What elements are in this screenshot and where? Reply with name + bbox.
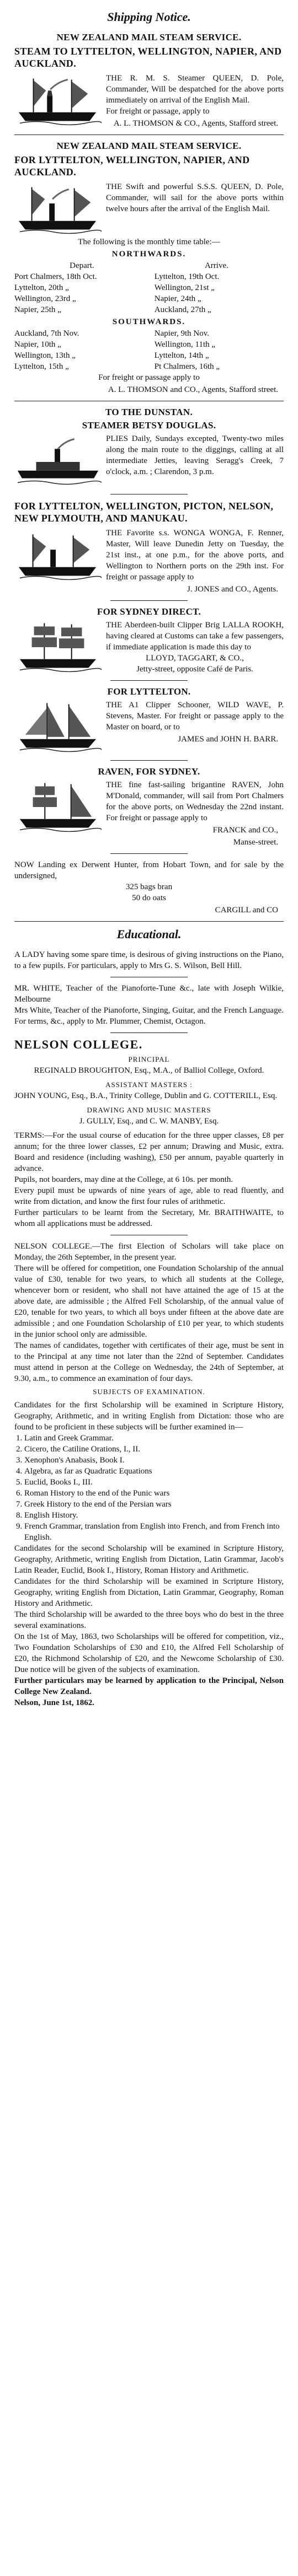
ad-cargill <box>14 859 284 916</box>
ad-agent: LLOYD, TAGGART, & CO., <box>146 654 244 663</box>
ad-title: NEW ZEALAND MAIL STEAM SERVICE. <box>56 32 242 42</box>
ad-body: NOW Landing ex Derwent Hunter, from Hobart Town, and for sale by the undersigned, <box>14 861 284 880</box>
list-item: 5. Euclid, Books I., III. <box>24 1477 284 1488</box>
assistant-names: JOHN YOUNG, Esq., B.A., Trinity College, Dublin and G. COTTERILL, Esq. <box>14 1091 278 1100</box>
ad-address: Manse-street. <box>233 838 278 847</box>
ad-body: THE fine fast-sailing brigantine RAVEN, John M'Donald, commander, will sail from Port Chalmers for the above ports, on Wednesday the 22nd instant. For freight or passage apply to <box>106 781 284 822</box>
section-title-shipping: Shipping Notice. <box>107 10 191 24</box>
ad-agent: CARGILL and CO <box>215 906 278 915</box>
northwards-label: NORTHWARDS. <box>111 250 187 259</box>
age-requirement: Every pupil must be upwards of nine years of age, able to read fluently, and write from dictation, and know the first four rules of arithmetic. <box>14 1186 284 1206</box>
sailing-brig-icon <box>14 621 102 674</box>
timetable-cell: Wellington, 11th „ <box>154 340 216 349</box>
scholarship-p8: Further particulars may be learned by application to the Principal, Nelson College New Zealand. <box>14 1676 284 1696</box>
ad-nelson-college <box>14 1039 284 1229</box>
ad-headline: FOR LYTTELTON, WELLINGTON, NAPIER, AND AUCKLAND. <box>14 154 250 178</box>
list-item: 7. Greek History to the end of the Persian wars <box>24 1499 284 1510</box>
ad-agent: J. JONES and CO., Agents. <box>187 585 278 594</box>
scholarship-p6: The third Scholarship will be awarded to the three boys who do best in the three several examinations. <box>14 1610 284 1630</box>
scholarship-p3: Candidates for the first Scholarship will be examined in Scripture History, Geography, Arithmetic, and in writing English from Dictation: those who are found to be proficient in these subjects will be further examined in— <box>14 1401 284 1432</box>
timetable-cell: Napier, 25th „ <box>14 305 61 314</box>
riverboat-icon <box>14 434 102 487</box>
ad-piano-lady <box>14 949 284 971</box>
scholarship-p4: Candidates for the second Scholarship will be examined in Scripture History, Geography, Arithmetic, writing English from Dictation, Latin Grammar, Jacob's Latin Reader, Euclid, Book I., History, Roman History and Arithmetic. <box>14 1544 284 1575</box>
pupils-note: Pupils, not boarders, may dine at the College, at 6 10s. per month. <box>14 1175 233 1184</box>
timetable-cell: Napier, 9th Nov. <box>154 329 210 338</box>
timetable-cell: Lyttelton, 15th „ <box>14 362 69 371</box>
ad-mail-steam-2 <box>14 141 284 395</box>
ad-body-2: Mrs White, Teacher of the Pianoforte, Singing, Guitar, and the French Language. For terms, &c., apply to Mr. Plummer, Chemist, Octagon. <box>14 1006 284 1026</box>
southwards-label: SOUTHWARDS. <box>112 318 186 326</box>
ad-title: RAVEN, FOR SYDNEY. <box>98 766 200 777</box>
subjects-list <box>14 1433 284 1543</box>
steamship-icon <box>14 182 102 235</box>
ad-agent: A. L. THOMSON & CO., Agents, Stafford street. <box>113 119 278 128</box>
ad-headline: FOR SYDNEY DIRECT. <box>97 606 201 617</box>
divider <box>110 1032 188 1033</box>
timetable-cell: Wellington, 13th „ <box>14 351 76 360</box>
list-item: 6. Roman History to the end of the Punic wars <box>24 1488 284 1499</box>
timetable-cell: Napier, 10th „ <box>14 340 61 349</box>
ad-wonga-wonga <box>14 500 284 595</box>
divider <box>110 680 188 681</box>
timetable-cell: Auckland, 27th „ <box>154 305 211 314</box>
ad-headline: FOR LYTTELTON, WELLINGTON, PICTON, NELSON, NEW PLYMOUTH, AND MANUKAU. <box>14 501 274 524</box>
divider <box>110 600 188 601</box>
timetable-cell: Port Chalmers, 18th Oct. <box>14 272 97 281</box>
timetable-cell: Wellington, 21st „ <box>154 283 215 292</box>
timetable-cell: Lyttelton, 14th „ <box>154 351 209 360</box>
further-info: Further particulars to be learnt from the Secretary, Mr. BRAITHWAITE, to whom all applications must be addressed. <box>14 1208 284 1228</box>
list-item: 1. Latin and Greek Grammar. <box>24 1433 284 1444</box>
ad-mail-steam-1 <box>14 32 284 129</box>
ad-address: Jetty-street, opposite Café de Paris. <box>136 665 253 674</box>
timetable-cell: Wellington, 23rd „ <box>14 294 76 303</box>
northwards-table <box>14 271 284 315</box>
section-title-educational: Educational. <box>116 927 182 941</box>
assistant-label: ASSISTANT MASTERS : <box>105 1080 193 1089</box>
ad-mr-white <box>14 983 284 1027</box>
scholarship-p2: The names of candidates, together with certificates of their age, must be sent in to the Principal at any time not later than the 22nd of September. Candidates must attend in person at the College on Wednesday, the 24th of September, at 9.30, a.m., to commence an examination of four days. <box>14 1341 284 1383</box>
ad-line: 50 do oats <box>132 894 166 902</box>
steamship-icon <box>14 529 102 582</box>
ad-body: THE Aberdeen-built Clipper Brig LALLA ROOKH, having cleared at Customs can take a few passengers, if immediate application is made this day to <box>106 621 284 652</box>
scholarship-p5: Candidates for the third Scholarship will be examined in Scripture History, Geography, writing English from Dictation, Latin Grammar, Geography, Roman History and Arithmetic. <box>14 1577 284 1608</box>
ad-body: THE Favorite s.s. WONGA WONGA, F. Renner, Master, Will leave Dunedin Jetty on Tuesday, the 21st inst., at one p.m., for the above ports, and Wellington to Northern ports on the 29th inst. For freight or passage apply to <box>106 529 284 582</box>
list-item: 3. Xenophon's Anabasis, Book I. <box>24 1455 284 1466</box>
scholarship-intro: NELSON COLLEGE.—The first Election of Scholars will take place on Monday, the 26th September, in the present year. <box>14 1242 284 1262</box>
principal-label: PRINCIPAL <box>128 1055 170 1063</box>
ad-body: A LADY having some spare time, is desirous of giving instructions on the Piano, to a few pupils. For particulars, apply to Mrs G. S. Wilson, Bell Hill. <box>14 950 284 970</box>
ad-headline: NELSON COLLEGE. <box>14 1037 143 1051</box>
drawing-label: DRAWING AND MUSIC MASTERS <box>87 1106 211 1114</box>
ad-title: TO THE DUNSTAN. <box>105 407 193 417</box>
principal-name: REGINALD BROUGHTON, Esq., M.A., of Balliol College, Oxford. <box>34 1066 264 1075</box>
ad-raven <box>14 766 284 848</box>
ad-body: THE Swift and powerful S.S.S. QUEEN, D. Pole, Commander, will sail for the above ports within twelve hours after the arrival of the English Mail. <box>106 182 284 213</box>
ad-agent: FRANCK and CO., <box>212 826 278 835</box>
timetable-intro: The following is the monthly time table:— <box>78 238 220 246</box>
ad-passage: For freight or passage apply to <box>98 373 200 382</box>
arrive-label: Arrive. <box>204 261 228 270</box>
scholarship-p1: There will be offered for competition, one Foundation Scholarship of the annual value of £30, tenable for two years, to which all students at the College, whencever born or resident, who shall not have attained the age of 15 at the above date, are admissible ; the Alfred Fell Scholarship, of the annual value of £20, tenable for two years, to which all boys under fifteen at the above date are admissible ; and one Foundation Scholarship of £10 per year, to which students in the junior school only are admissible. <box>14 1264 284 1339</box>
ad-headline: STEAM TO LYTTELTON, WELLINGTON, NAPIER, AND AUCKLAND. <box>14 46 282 69</box>
ad-headline: STEAMER BETSY DOUGLAS. <box>82 420 216 431</box>
subjects-heading: SUBJECTS OF EXAMINATION. <box>93 1388 205 1396</box>
ad-line: 325 bags bran <box>125 883 173 891</box>
timetable-cell: Napier, 24th „ <box>154 294 201 303</box>
steamship-icon <box>14 74 102 127</box>
scholarship-p7: On the 1st of May, 1863, two Scholarships will be offered for competition, viz., Two Foundation Scholarships of £30 and £10, the Alfred Fell Scholarship of £20, the Richmond Scholarship of £20, and the Newcome Scholarship of £30. Due notice will be given of the subjects of examination. <box>14 1632 284 1674</box>
ad-agent: A. L. THOMSON and CO., Agents, Stafford street. <box>108 385 278 394</box>
ad-dunstan <box>14 407 284 488</box>
list-item: 8. English History. <box>24 1510 284 1521</box>
timetable-cell: Pt Chalmers, 16th „ <box>154 362 220 371</box>
divider <box>14 921 284 922</box>
list-item: 9. French Grammar, translation from English into French, and from French into English. <box>24 1521 284 1543</box>
ad-headline: FOR LYTTELTON. <box>107 686 191 697</box>
ad-agent: JAMES and JOHN H. BARR. <box>178 735 278 744</box>
timetable-cell: Lyttelton, 20th „ <box>14 283 69 292</box>
ad-passage: For freight or passage, apply to <box>106 107 210 116</box>
timetable-cell: Auckland, 7th Nov. <box>14 329 79 338</box>
list-item: 4. Algebra, as far as Quadratic Equations <box>24 1466 284 1477</box>
ad-wild-wave <box>14 686 284 755</box>
depart-label: Depart. <box>70 261 94 270</box>
ad-body: THE A1 Clipper Schooner, WILD WAVE, P. Stevens, Master. For freight or passage apply to the Master on board, or to <box>106 701 284 732</box>
dateline: Nelson, June 1st, 1862. <box>14 1698 95 1707</box>
ad-scholarships <box>14 1241 284 1708</box>
terms: TERMS:—For the usual course of education for the three upper classes, £8 per annum; for the three lower classes, £2 per annum; Drawing and Music, extra. Board and residence (including washing), £50 per annum, payable quarterly in advance. <box>14 1131 284 1173</box>
drawing-names: J. GULLY, Esq., and C. W. MANBY, Esq. <box>79 1117 219 1126</box>
brigantine-icon <box>14 781 102 833</box>
southwards-table <box>14 328 284 372</box>
list-item: 2. Cicero, the Catiline Orations, I., II. <box>24 1444 284 1455</box>
ad-body: THE R. M. S. Steamer QUEEN, D. Pole, Commander, Will be despatched for the above ports immediately on arrival of the English Mail. <box>106 74 284 105</box>
ad-lalla-rookh <box>14 606 284 675</box>
ad-body: PLIES Daily, Sundays excepted, Twenty-two miles along the main route to the diggings, calling at all intermediate Jetties, leaving Seragg's Creek, 7 o'clock, a.m. ; Clarendon, 3 p.m. <box>106 434 284 476</box>
ad-title: NEW ZEALAND MAIL STEAM SERVICE. <box>56 141 242 151</box>
timetable-cell: Lyttelton, 19th Oct. <box>154 272 220 281</box>
ad-body: MR. WHITE, Teacher of the Pianoforte-Tune &c., late with Joseph Wilkie, Melbourne <box>14 984 284 1004</box>
schooner-icon <box>14 701 102 754</box>
divider <box>110 760 188 761</box>
divider <box>110 853 188 854</box>
timetable-headers <box>14 260 284 271</box>
